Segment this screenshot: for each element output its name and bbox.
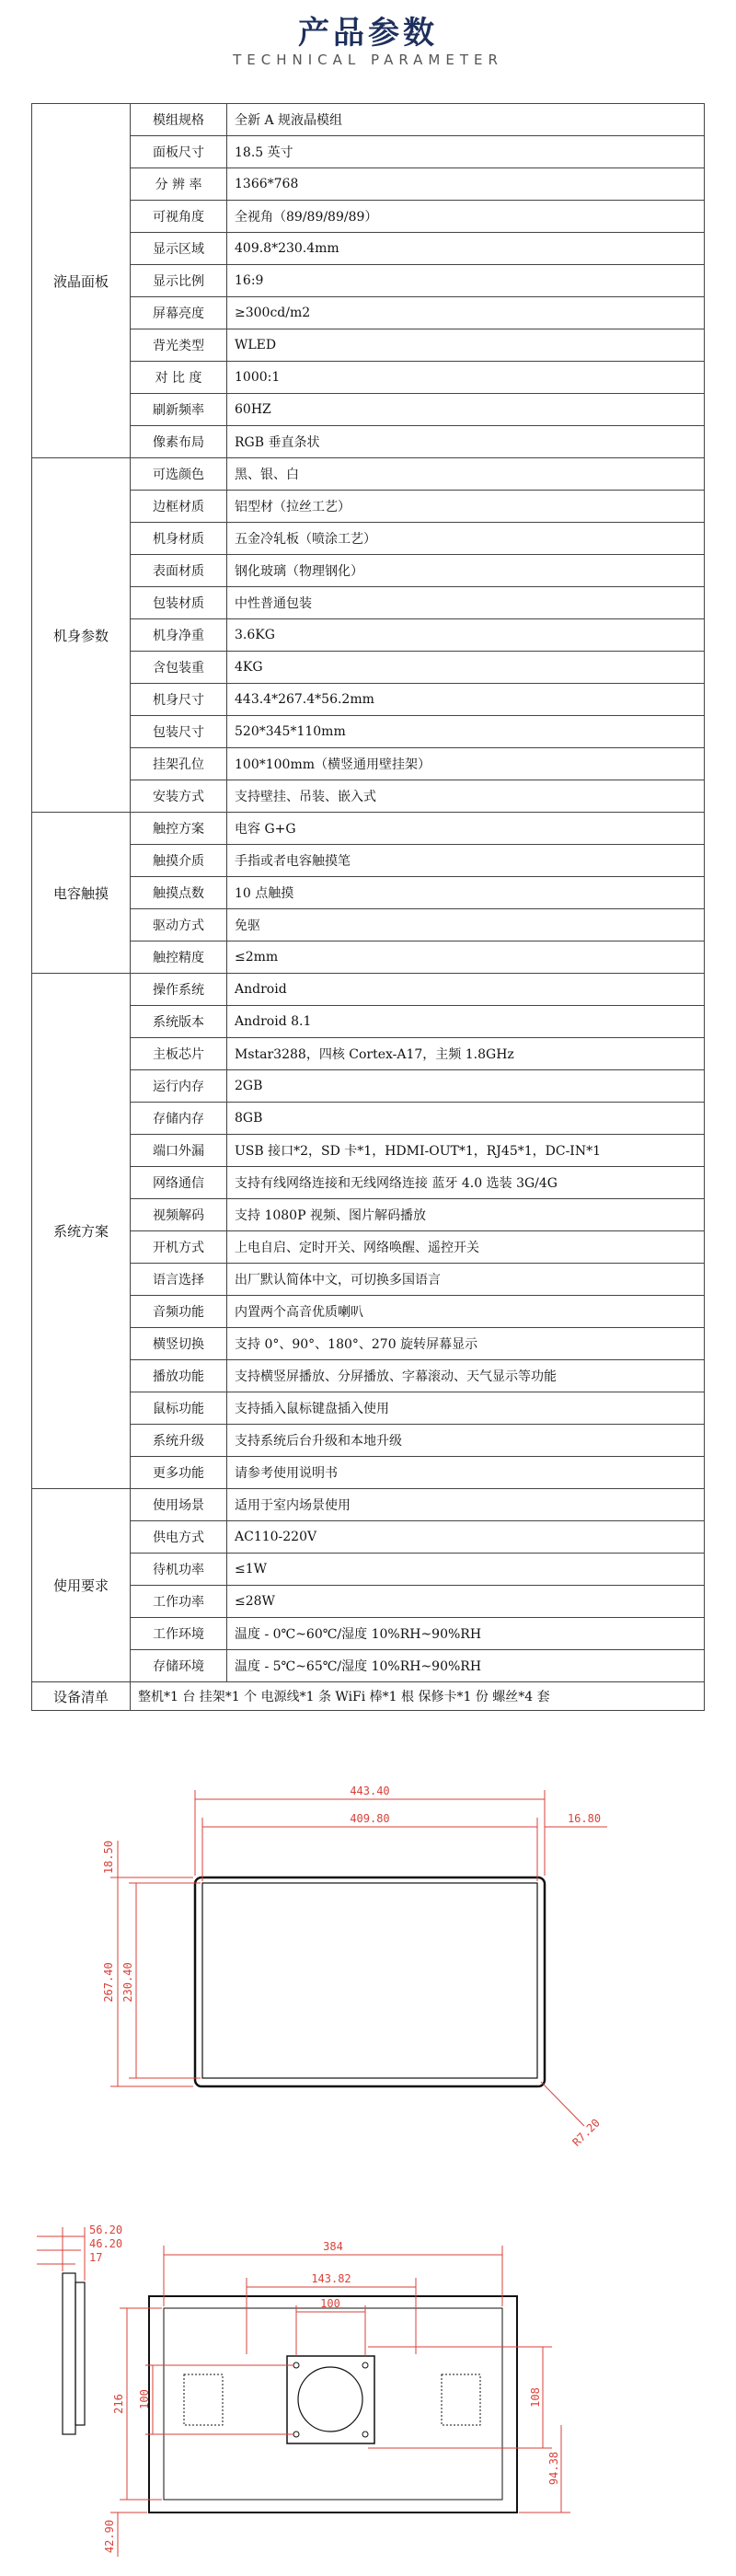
spec-group-name: 电容触摸 xyxy=(32,813,131,974)
spec-row xyxy=(32,458,705,491)
spec-value: 4KG xyxy=(227,652,705,684)
dim-384: 384 xyxy=(323,2240,343,2253)
spec-label: 包装尺寸 xyxy=(131,716,227,748)
front-view-drawing xyxy=(102,1785,607,2149)
spec-label: 背光类型 xyxy=(131,329,227,362)
spec-row xyxy=(32,233,705,265)
dim-17: 17 xyxy=(89,2251,103,2264)
spec-label: 系统版本 xyxy=(131,1006,227,1038)
spec-row xyxy=(32,684,705,716)
dimension-svg xyxy=(89,1749,644,2559)
spec-value: 1000:1 xyxy=(227,362,705,394)
spec-row xyxy=(32,1328,705,1360)
spec-row xyxy=(32,1264,705,1296)
vesa-plate xyxy=(287,2356,374,2443)
spec-row xyxy=(32,1006,705,1038)
spec-row xyxy=(32,168,705,201)
spec-label: 系统升级 xyxy=(131,1425,227,1457)
spec-row xyxy=(32,1167,705,1199)
dim-108: 108 xyxy=(529,2387,542,2408)
vesa-circle xyxy=(298,2367,362,2432)
spec-label: 含包装重 xyxy=(131,652,227,684)
spec-value: AC110-220V xyxy=(227,1521,705,1554)
spec-value: 支持系统后台升级和本地升级 xyxy=(227,1425,705,1457)
spec-label: 屏幕亮度 xyxy=(131,297,227,329)
dim-vesa-100-w: 100 xyxy=(320,2297,340,2310)
spec-label: 可选颜色 xyxy=(131,458,227,491)
spec-label: 对 比 度 xyxy=(131,362,227,394)
spec-group-name: 使用要求 xyxy=(32,1489,131,1682)
spec-row xyxy=(32,1489,705,1521)
spec-label: 机身尺寸 xyxy=(131,684,227,716)
spec-row xyxy=(32,265,705,297)
spec-group-name: 系统方案 xyxy=(32,974,131,1489)
dim-443-4: 443.40 xyxy=(350,1785,390,1797)
back-inner-panel xyxy=(164,2308,502,2500)
spec-row xyxy=(32,1070,705,1103)
spec-value: 内置两个高音优质喇叭 xyxy=(227,1296,705,1328)
spec-label: 显示比例 xyxy=(131,265,227,297)
dim-16-8: 16.80 xyxy=(567,1812,602,1825)
dim-230-4: 230.40 xyxy=(121,1962,134,2003)
spec-label: 视频解码 xyxy=(131,1199,227,1231)
spec-label: 包装材质 xyxy=(131,587,227,619)
spec-value: 全新 A 规液晶模组 xyxy=(227,104,705,136)
spec-value: 1366*768 xyxy=(227,168,705,201)
spec-value: 中性普通包装 xyxy=(227,587,705,619)
spec-value: WLED xyxy=(227,329,705,362)
spec-value: 出厂默认简体中文，可切换多国语言 xyxy=(227,1264,705,1296)
spec-row xyxy=(32,1199,705,1231)
spec-row xyxy=(32,1554,705,1586)
side-profile-front xyxy=(75,2282,85,2425)
spec-table xyxy=(31,103,705,1711)
dim-143-82: 143.82 xyxy=(311,2272,351,2285)
spec-label: 安装方式 xyxy=(131,780,227,813)
spec-label: 播放功能 xyxy=(131,1360,227,1392)
spec-label: 工作环境 xyxy=(131,1618,227,1650)
spec-label: 显示区域 xyxy=(131,233,227,265)
dim-94-38: 94.38 xyxy=(547,2451,560,2486)
spec-value: ≥300cd/m2 xyxy=(227,297,705,329)
spec-value: Mstar3288，四核 Cortex-A17，主频 1.8GHz xyxy=(227,1038,705,1070)
spec-row xyxy=(32,362,705,394)
spec-value: 8GB xyxy=(227,1103,705,1135)
spec-value: 温度 - 5℃~65℃/湿度 10%RH~90%RH xyxy=(227,1650,705,1682)
spec-label: 主板芯片 xyxy=(131,1038,227,1070)
spec-value: 520*345*110mm xyxy=(227,716,705,748)
spec-label: 模组规格 xyxy=(131,104,227,136)
spec-value: Android xyxy=(227,974,705,1006)
spec-row xyxy=(32,104,705,136)
spec-value: 支持壁挂、吊装、嵌入式 xyxy=(227,780,705,813)
spec-value: ≤28W xyxy=(227,1586,705,1618)
spec-row xyxy=(32,1392,705,1425)
back-outer-frame xyxy=(149,2296,517,2512)
spec-label: 边框材质 xyxy=(131,491,227,523)
spec-value: 60HZ xyxy=(227,394,705,426)
speaker-grille-left xyxy=(184,2374,223,2425)
dimension-drawings xyxy=(89,1749,644,2559)
front-display-area xyxy=(202,1883,537,2078)
spec-value: 409.8*230.4mm xyxy=(227,233,705,265)
spec-label: 鼠标功能 xyxy=(131,1392,227,1425)
spec-value: USB 接口*2，SD 卡*1，HDMI-OUT*1，RJ45*1，DC-IN*1 xyxy=(227,1135,705,1167)
spec-row xyxy=(32,974,705,1006)
spec-row xyxy=(32,748,705,780)
spec-label: 机身净重 xyxy=(131,619,227,652)
spec-value: ≤1W xyxy=(227,1554,705,1586)
spec-row xyxy=(32,1038,705,1070)
spec-label: 刷新频率 xyxy=(131,394,227,426)
spec-label: 表面材质 xyxy=(131,555,227,587)
spec-row xyxy=(32,491,705,523)
spec-value: 请参考使用说明书 xyxy=(227,1457,705,1489)
spec-value: 免驱 xyxy=(227,909,705,941)
spec-value: 10 点触摸 xyxy=(227,877,705,909)
spec-value: Android 8.1 xyxy=(227,1006,705,1038)
spec-row xyxy=(32,780,705,813)
spec-row xyxy=(32,523,705,555)
spec-row xyxy=(32,1135,705,1167)
spec-label: 触控精度 xyxy=(131,941,227,974)
spec-row xyxy=(32,1457,705,1489)
spec-value: 温度 - 0℃~60℃/湿度 10%RH~90%RH xyxy=(227,1618,705,1650)
packing-value: 整机*1 台 挂架*1 个 电源线*1 条 WiFi 棒*1 根 保修卡*1 份 螺丝*4 套 xyxy=(131,1682,705,1711)
spec-label: 更多功能 xyxy=(131,1457,227,1489)
spec-value: ≤2mm xyxy=(227,941,705,974)
spec-label: 待机功率 xyxy=(131,1554,227,1586)
spec-label: 横竖切换 xyxy=(131,1328,227,1360)
spec-value: 100*100mm（横竖通用壁挂架） xyxy=(227,748,705,780)
spec-value: 443.4*267.4*56.2mm xyxy=(227,684,705,716)
spec-row xyxy=(32,1618,705,1650)
spec-value: 全视角（89/89/89/89） xyxy=(227,201,705,233)
spec-row xyxy=(32,845,705,877)
speaker-grille-right xyxy=(442,2374,480,2425)
spec-row xyxy=(32,426,705,458)
spec-value: 3.6KG xyxy=(227,619,705,652)
spec-label: 存储内存 xyxy=(131,1103,227,1135)
spec-label: 网络通信 xyxy=(131,1167,227,1199)
spec-label: 开机方式 xyxy=(131,1231,227,1264)
spec-label: 像素布局 xyxy=(131,426,227,458)
spec-label: 挂架孔位 xyxy=(131,748,227,780)
spec-row xyxy=(32,201,705,233)
spec-label: 机身材质 xyxy=(131,523,227,555)
spec-label: 供电方式 xyxy=(131,1521,227,1554)
spec-label: 分 辨 率 xyxy=(131,168,227,201)
spec-row xyxy=(32,1296,705,1328)
spec-value: 16:9 xyxy=(227,265,705,297)
front-outer-frame xyxy=(195,1877,545,2086)
spec-row xyxy=(32,1521,705,1554)
spec-value: 支持横竖屏播放、分屏播放、字幕滚动、天气显示等功能 xyxy=(227,1360,705,1392)
spec-value: 支持插入鼠标键盘插入使用 xyxy=(227,1392,705,1425)
spec-label: 使用场景 xyxy=(131,1489,227,1521)
dim-46-2: 46.20 xyxy=(89,2237,123,2250)
spec-row xyxy=(32,297,705,329)
spec-row xyxy=(32,909,705,941)
spec-row xyxy=(32,1231,705,1264)
spec-label: 运行内存 xyxy=(131,1070,227,1103)
spec-row xyxy=(32,555,705,587)
spec-label: 工作功率 xyxy=(131,1586,227,1618)
spec-row xyxy=(32,136,705,168)
dim-56-2: 56.20 xyxy=(89,2224,123,2236)
spec-row xyxy=(32,813,705,845)
spec-row xyxy=(32,1586,705,1618)
spec-value: 2GB xyxy=(227,1070,705,1103)
page-subtitle: TECHNICAL PARAMETER xyxy=(233,52,503,68)
spec-value: 支持 0°、90°、180°、270 旋转屏幕显示 xyxy=(227,1328,705,1360)
spec-row xyxy=(32,1360,705,1392)
spec-label: 驱动方式 xyxy=(131,909,227,941)
dim-18-5: 18.50 xyxy=(102,1840,115,1875)
spec-row xyxy=(32,394,705,426)
packing-row xyxy=(32,1682,705,1711)
spec-row xyxy=(32,652,705,684)
spec-label: 操作系统 xyxy=(131,974,227,1006)
spec-value: 支持 1080P 视频、图片解码播放 xyxy=(227,1199,705,1231)
spec-value: 黑、银、白 xyxy=(227,458,705,491)
spec-row xyxy=(32,1650,705,1682)
spec-label: 语言选择 xyxy=(131,1264,227,1296)
spec-label: 端口外漏 xyxy=(131,1135,227,1167)
spec-value: 上电自启、定时开关、网络唤醒、遥控开关 xyxy=(227,1231,705,1264)
spec-row xyxy=(32,329,705,362)
spec-row xyxy=(32,1425,705,1457)
spec-row xyxy=(32,941,705,974)
spec-value: 五金冷轧板（喷涂工艺） xyxy=(227,523,705,555)
spec-value: 支持有线网络连接和无线网络连接 蓝牙 4.0 选装 3G/4G xyxy=(227,1167,705,1199)
page-title: 产品参数 xyxy=(298,15,438,52)
dim-vesa-100-h: 100 xyxy=(138,2389,151,2409)
packing-label: 设备清单 xyxy=(32,1682,131,1711)
back-view-drawing xyxy=(103,2240,570,2557)
spec-value: 铝型材（拉丝工艺） xyxy=(227,491,705,523)
spec-row xyxy=(32,716,705,748)
side-profile-back xyxy=(63,2273,75,2434)
spec-row xyxy=(32,877,705,909)
spec-value: 手指或者电容触摸笔 xyxy=(227,845,705,877)
side-view-drawing xyxy=(37,2224,122,2434)
spec-row xyxy=(32,1103,705,1135)
spec-row xyxy=(32,619,705,652)
spec-label: 触控方案 xyxy=(131,813,227,845)
spec-label: 音频功能 xyxy=(131,1296,227,1328)
spec-value: 18.5 英寸 xyxy=(227,136,705,168)
dim-42-9: 42.90 xyxy=(103,2519,116,2554)
dim-409-8: 409.80 xyxy=(350,1812,390,1825)
spec-value: 钢化玻璃（物理钢化） xyxy=(227,555,705,587)
spec-value: 电容 G+G xyxy=(227,813,705,845)
spec-value: RGB 垂直条状 xyxy=(227,426,705,458)
spec-row xyxy=(32,587,705,619)
spec-label: 可视角度 xyxy=(131,201,227,233)
dim-r7-2: R7.20 xyxy=(569,2116,603,2149)
spec-label: 触摸点数 xyxy=(131,877,227,909)
spec-label: 面板尺寸 xyxy=(131,136,227,168)
dim-267-4: 267.40 xyxy=(102,1962,115,2003)
spec-label: 触摸介质 xyxy=(131,845,227,877)
spec-value: 适用于室内场景使用 xyxy=(227,1489,705,1521)
spec-group-name: 机身参数 xyxy=(32,458,131,813)
dim-216: 216 xyxy=(112,2394,125,2414)
spec-group-name: 液晶面板 xyxy=(32,104,131,458)
spec-label: 存储环境 xyxy=(131,1650,227,1682)
